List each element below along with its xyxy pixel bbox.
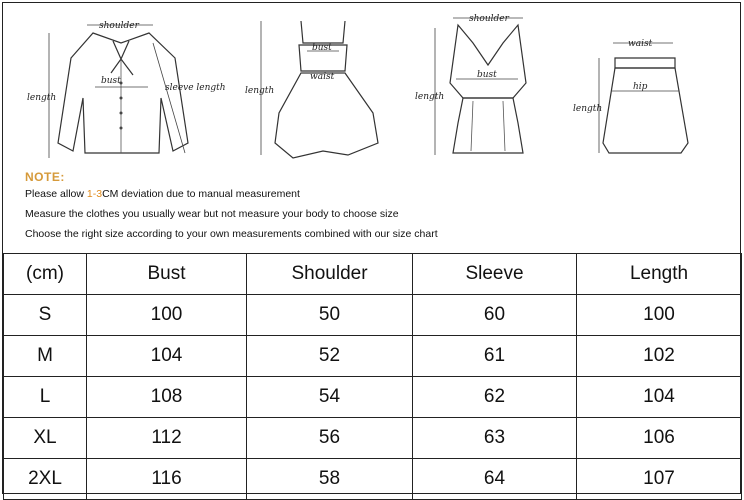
length-cell: 107 xyxy=(577,459,742,500)
length-cell: 100 xyxy=(577,295,742,336)
size-cell: S xyxy=(4,295,87,336)
bust-cell: 116 xyxy=(87,459,247,500)
header-unit: (cm) xyxy=(4,254,87,295)
shirt-bust-label: bust xyxy=(101,76,121,86)
table-row xyxy=(4,377,742,418)
sleeve-cell: 62 xyxy=(413,377,577,418)
sleeve-cell: 63 xyxy=(413,418,577,459)
note-section xyxy=(25,170,725,244)
table-header-row xyxy=(4,254,742,295)
note-title: NOTE: xyxy=(25,170,65,184)
header-length: Length xyxy=(577,254,742,295)
sleeve-cell: 60 xyxy=(413,295,577,336)
tank-length-label: length xyxy=(415,92,445,102)
skirt-length-label: length xyxy=(573,104,603,114)
table-row xyxy=(4,459,742,500)
header-shoulder: Shoulder xyxy=(247,254,413,295)
note-line-2: Measure the clothes you usually wear but not measure your body to choose size xyxy=(25,208,399,220)
measurement-illustrations xyxy=(3,3,741,165)
dress-length-label: length xyxy=(245,86,275,96)
shirt-length-label: length xyxy=(27,93,57,103)
skirt-hip-label: hip xyxy=(633,82,648,92)
header-bust: Bust xyxy=(87,254,247,295)
table-row xyxy=(4,418,742,459)
size-cell: L xyxy=(4,377,87,418)
length-cell: 104 xyxy=(577,377,742,418)
length-cell: 106 xyxy=(577,418,742,459)
shirt-illustration xyxy=(27,21,226,158)
shirt-shoulder-label: shoulder xyxy=(99,21,139,31)
tank-shoulder-label: shoulder xyxy=(469,14,509,24)
shirt-sleeve-label: sleeve length xyxy=(165,83,226,93)
dress-illustration xyxy=(245,21,378,158)
skirt-waist-label: waist xyxy=(628,39,653,49)
note-line-3: Choose the right size according to your own measurements combined with our size chart xyxy=(25,228,438,240)
sleeve-cell: 64 xyxy=(413,459,577,500)
shoulder-cell: 56 xyxy=(247,418,413,459)
shoulder-cell: 54 xyxy=(247,377,413,418)
dress-bust-label: bust xyxy=(312,43,332,53)
size-table xyxy=(3,253,742,500)
length-cell: 102 xyxy=(577,336,742,377)
size-cell: XL xyxy=(4,418,87,459)
note-line-1-post: CM deviation due to manual measurement xyxy=(102,188,300,200)
size-cell: 2XL xyxy=(4,459,87,500)
size-cell: M xyxy=(4,336,87,377)
note-line-1-pre: Please allow xyxy=(25,188,87,200)
tank-bust-label: bust xyxy=(477,70,497,80)
bust-cell: 100 xyxy=(87,295,247,336)
shoulder-cell: 52 xyxy=(247,336,413,377)
tank-illustration xyxy=(415,14,526,155)
skirt-illustration xyxy=(573,39,688,153)
table-row xyxy=(4,336,742,377)
table-row xyxy=(4,295,742,336)
bust-cell: 108 xyxy=(87,377,247,418)
header-sleeve: Sleeve xyxy=(413,254,577,295)
shoulder-cell: 50 xyxy=(247,295,413,336)
shoulder-cell: 58 xyxy=(247,459,413,500)
sleeve-cell: 61 xyxy=(413,336,577,377)
bust-cell: 112 xyxy=(87,418,247,459)
note-line-1-highlight: 1-3 xyxy=(86,188,103,200)
bust-cell: 104 xyxy=(87,336,247,377)
dress-waist-label: waist xyxy=(310,72,335,82)
note-line-1 xyxy=(25,184,725,204)
